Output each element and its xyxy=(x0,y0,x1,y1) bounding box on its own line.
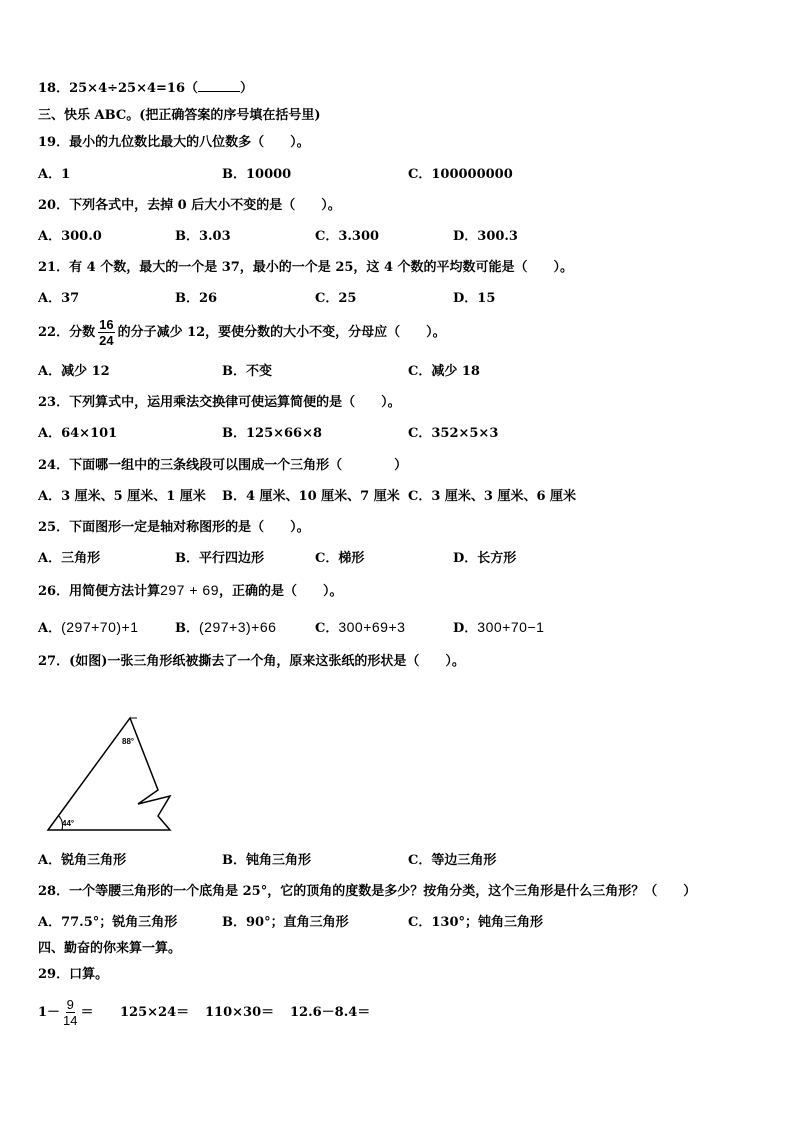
question-27-stem: 27．(如图)一张三角形纸被撕去了一个角，原来这张纸的形状是（ ）。 xyxy=(38,654,465,669)
section-4-heading: 四、勤奋的你来算一算。 xyxy=(38,941,182,956)
q28-option-c[interactable]: C．130°；钝角三角形 xyxy=(408,915,543,930)
question-24-stem: 24．下面哪一组中的三条线段可以围成一个三角形（ ） xyxy=(38,458,408,473)
question-29-stem: 29．口算。 xyxy=(38,967,109,982)
q25-option-c[interactable]: C．梯形 xyxy=(315,551,365,566)
q29-item-1: 1－ $\frac{9}{14}$ ＝ xyxy=(38,997,94,1028)
q22-option-a[interactable]: A．减少 12 xyxy=(38,364,110,379)
q26-option-c[interactable]: C．300+69+3 xyxy=(315,619,406,636)
q25-option-b[interactable]: B．平行四边形 xyxy=(175,551,264,566)
torn-triangle-figure xyxy=(40,712,180,837)
question-25-stem: 25．下面图形一定是轴对称图形的是（ ）。 xyxy=(38,520,310,535)
q26-option-b[interactable]: B．(297+3)+66 xyxy=(175,619,277,636)
q26-option-a[interactable]: A．(297+70)+1 xyxy=(38,619,139,636)
q27-option-c[interactable]: C．等边三角形 xyxy=(408,853,497,868)
question-19-stem: 19．最小的九位数比最大的八位数多（ ）。 xyxy=(38,135,310,150)
expression: 297 + 69 xyxy=(160,582,219,598)
q28-option-a[interactable]: A．77.5°；锐角三角形 xyxy=(38,915,178,930)
q20-option-c[interactable]: C．3.300 xyxy=(315,229,380,244)
q27-option-a[interactable]: A．锐角三角形 xyxy=(38,853,127,868)
q19-option-a[interactable]: A．1 xyxy=(38,167,71,182)
question-21-stem: 21．有 4 个数，最大的一个是 37，最小的一个是 25，这 4 个数的平均数可能是（ ）。 xyxy=(38,260,574,275)
q20-option-a[interactable]: A．300.0 xyxy=(38,229,102,244)
q23-option-b[interactable]: B．125×66×8 xyxy=(222,426,323,441)
triangle-outline xyxy=(48,718,170,830)
question-22-stem: 22．分数 $\frac{16}{24}$ 的分子减少 12，要使分数的大小不变，分母应（ ）。 xyxy=(38,317,446,348)
q28-option-b[interactable]: B．90°；直角三角形 xyxy=(222,915,349,930)
q24-option-c[interactable]: C．3 厘米、3 厘米、6 厘米 xyxy=(408,489,577,504)
bottom-angle-label: 44° xyxy=(62,819,75,828)
q21-option-c[interactable]: C．25 xyxy=(315,291,357,306)
q19-option-c[interactable]: C．100000000 xyxy=(408,167,513,182)
q21-option-d[interactable]: D．15 xyxy=(453,291,496,306)
top-angle-label: 88° xyxy=(122,737,135,746)
q26-option-d[interactable]: D．300+70−1 xyxy=(453,619,545,636)
answer-blank[interactable] xyxy=(198,80,240,92)
q29-item-3: 110×30＝ xyxy=(205,1005,275,1020)
fraction: $\frac{16}{24}$ xyxy=(99,317,114,348)
q22-option-b[interactable]: B．不变 xyxy=(222,364,272,379)
q23-option-c[interactable]: C．352×5×3 xyxy=(408,426,499,441)
q20-option-b[interactable]: B．3.03 xyxy=(175,229,231,244)
q20-option-d[interactable]: D．300.3 xyxy=(453,229,518,244)
question-20-stem: 20．下列各式中，去掉 0 后大小不变的是（ ）。 xyxy=(38,198,341,213)
q29-item-2: 125×24＝ xyxy=(120,1005,190,1020)
question-28-stem: 28．一个等腰三角形的一个底角是 25°，它的顶角的度数是多少？按角分类，这个三角形是什么三角形？（ ） xyxy=(38,884,697,899)
question-18: 18．25×4÷25×4=16（ ） xyxy=(38,81,254,96)
q25-option-d[interactable]: D．长方形 xyxy=(453,551,517,566)
q21-option-a[interactable]: A．37 xyxy=(38,291,80,306)
fraction: $\frac{9}{14}$ xyxy=(63,997,78,1028)
q22-option-c[interactable]: C．减少 18 xyxy=(408,364,480,379)
q27-option-b[interactable]: B．钝角三角形 xyxy=(222,853,311,868)
q29-item-4: 12.6－8.4＝ xyxy=(290,1005,371,1020)
question-23-stem: 23．下列算式中，运用乘法交换律可使运算简便的是（ ）。 xyxy=(38,395,401,410)
q19-option-b[interactable]: B．10000 xyxy=(222,167,292,182)
q24-option-a[interactable]: A．3 厘米、5 厘米、1 厘米 xyxy=(38,489,206,504)
section-3-heading: 三、快乐 ABC。(把正确答案的序号填在括号里) xyxy=(38,108,321,123)
q21-option-b[interactable]: B．26 xyxy=(175,291,218,306)
q23-option-a[interactable]: A．64×101 xyxy=(38,426,118,441)
q25-option-a[interactable]: A．三角形 xyxy=(38,551,101,566)
q24-option-b[interactable]: B．4 厘米、10 厘米、7 厘米 xyxy=(222,489,400,504)
question-26-stem: 26．用简便方法计算297 + 69，正确的是（ ）。 xyxy=(38,582,343,599)
